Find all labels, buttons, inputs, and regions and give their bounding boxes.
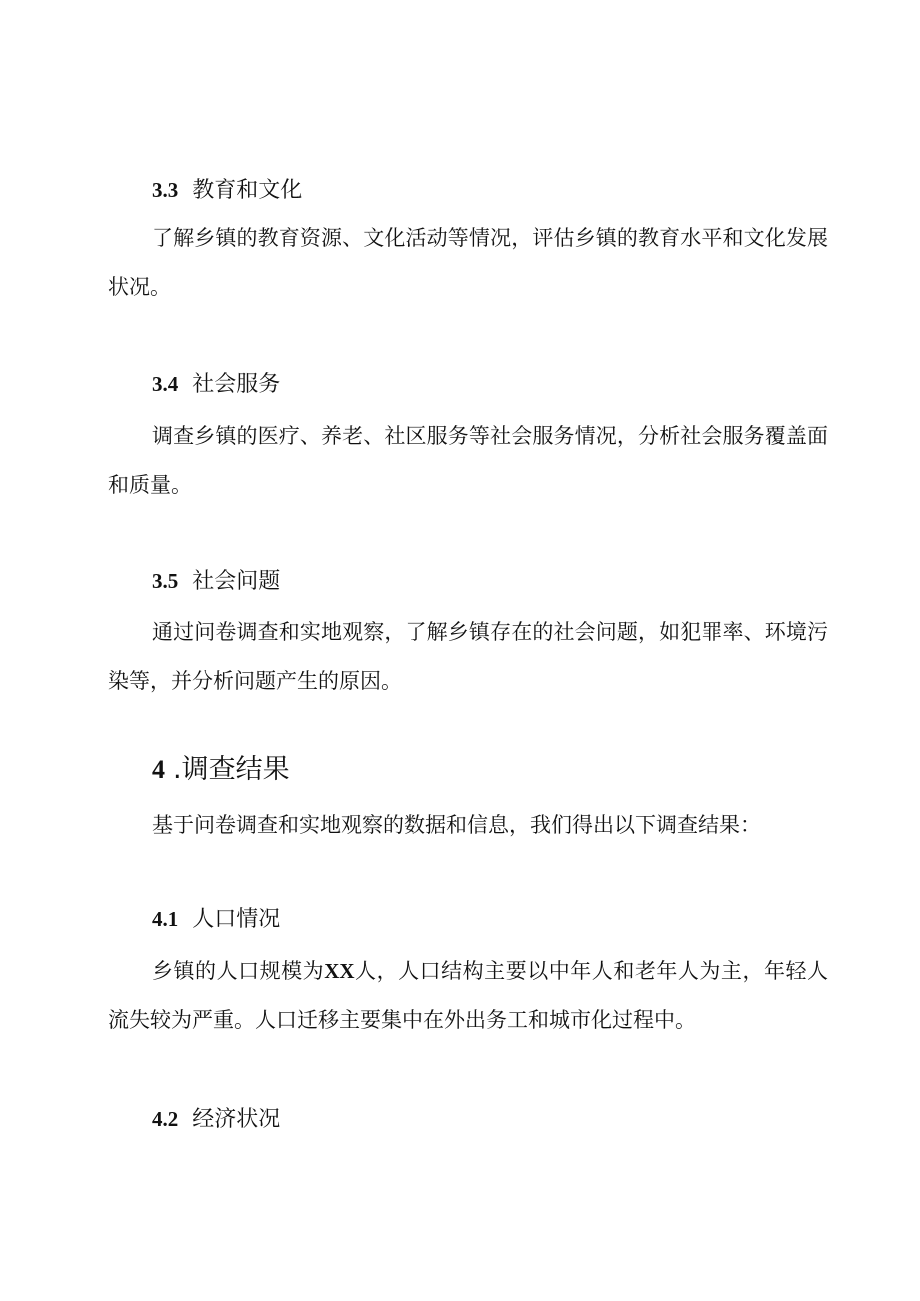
section-number: 4.2: [152, 1107, 179, 1131]
section-paragraph-4-1: [108, 947, 828, 1045]
section-paragraph-3-3: 了解乡镇的教育资源、文化活动等情况，评估乡镇的教育水平和文化发展状况。: [108, 226, 828, 299]
section-number: 4.1: [152, 907, 179, 931]
section-paragraph-3-5: 通过问卷调查和实地观察，了解乡镇存在的社会问题，如犯罪率、环境污染等，并分析问题产生的原因。: [108, 620, 828, 693]
section-title: 人口情况: [192, 907, 281, 932]
section-heading-4-2: [152, 1104, 280, 1135]
paragraph-text-after: 人，人口结构主要以中年人和老年人为主，年轻人流失较为严重。人口迁移主要集中在外出务工和城市化过程中。: [108, 959, 829, 1032]
chapter-heading-4: [152, 752, 290, 788]
paragraph-text-before: 乡镇的人口规模为: [152, 959, 325, 983]
section-heading-3-3: [152, 175, 302, 206]
section-heading-3-5: [152, 566, 280, 597]
section-title: 社会服务: [192, 372, 281, 397]
chapter-title: .调查结果: [173, 754, 290, 785]
section-number: 3.5: [152, 569, 179, 593]
section-paragraph-3-4: 调查乡镇的医疗、养老、社区服务等社会服务情况，分析社会服务覆盖面和质量。: [108, 424, 828, 497]
section-number: 3.3: [152, 178, 179, 202]
section-number: 3.4: [152, 372, 179, 396]
population-value: XX: [324, 959, 355, 983]
section-title: 经济状况: [192, 1107, 281, 1132]
chapter-paragraph-4: 基于问卷调查和实地观察的数据和信息，我们得出以下调查结果：: [152, 813, 761, 837]
chapter-number: 4: [152, 755, 165, 784]
section-heading-3-4: [152, 369, 280, 400]
section-title: 教育和文化: [192, 178, 303, 203]
section-heading-4-1: [152, 904, 280, 935]
section-title: 社会问题: [192, 569, 281, 594]
